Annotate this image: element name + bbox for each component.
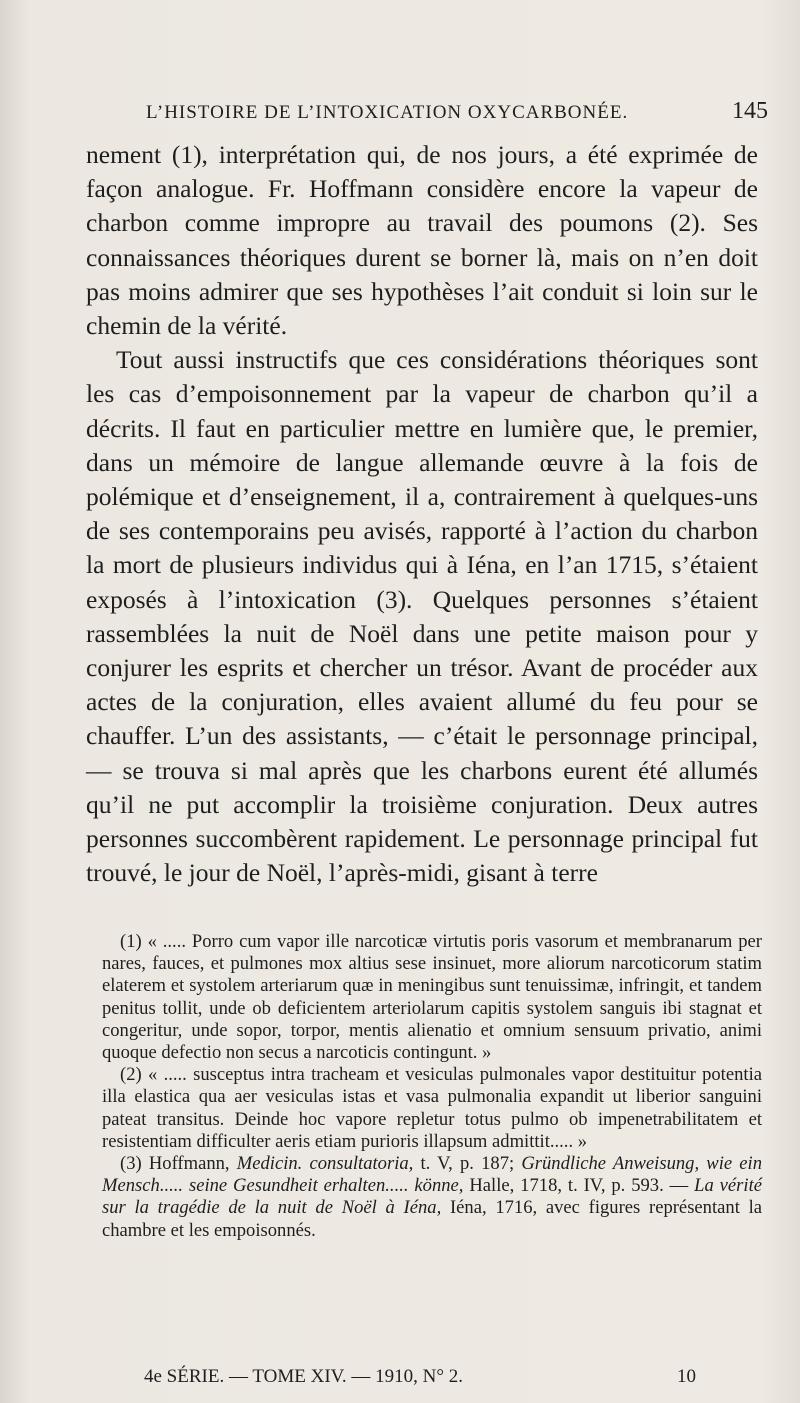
body-paragraph: nement (1), interprétation qui, de nos jours, a été exprimée de façon analogue. Fr. Hoffmann considère encore la vapeur de charbon comme impropre au travail des poumons (2). Ses connaissances théoriques durent se borner là, mais on n’en doit pas moins admirer que ses hypothèses l’ait conduit si loin sur le chemin de la vérité. [86,140,758,341]
footnote-3-title: Medicin. consultatoria, [236,1153,414,1175]
footnote-3-text: Iéna, 1716, avec figures représentant la chambre et les empoisonnés. [102,1197,762,1241]
footnote-3-title: Gründliche Anweisung, wie ein Mensch..... seine Gesundheit erhalten..... könne, [102,1153,762,1197]
body-text [86,138,758,890]
running-head [146,98,768,125]
body-paragraph: Tout aussi instructifs que ces considérations théoriques sont les cas d’empoisonnement par la vapeur de charbon qu’il a décrits. Il faut en particulier mettre en lumière que, le premier, dans un mémoire de langue allemande œuvre à la fois de polémique et d’enseignement, il a, contrairement à quelques-uns de ses contemporains peu avisés, rapporté à l’action du charbon la mort de plusieurs individus qui à Iéna, en l’an 1715, s’étaient exposés à l’intoxication (3). Quelques personnes s’étaient rassemblées la nuit de Noël dans une petite maison pour y conjurer les esprits et chercher un trésor. Avant de procéder aux actes de la conjuration, elles avaient allumé du feu pour se chauffer. L’un des assistants, — c’était le personnage principal, — se trouva si mal après que les charbons eurent été allumés qu’il ne put accomplir la troisième conjuration. Deux autres personnes succombèrent rapidement. Le personnage principal fut trouvé, le jour de Noël, l’après-midi, gisant à terre [86,345,758,888]
page-number: 145 [732,98,768,124]
footnote-2: (2) « ..... susceptus intra tracheam et vesiculas pulmonales vapor destituitur potentia illa elastica qua aer vesiculas istas et vasa pulmonalia expandit ut liberior sanguini pateat transitus. Deinde hoc vapore repletur totus pulmo ob impenetrabilitatem et resistentiam difficulter aeris etiam purioris illapsum admittit..... » [102,1064,762,1152]
footnote-1: (1) « ..... Porro cum vapor ille narcoticæ virtutis poris vasorum et membranarum per nares, fauces, et pulmones mox altius sese insinuet, more aliorum narcoticorum statim elaterem et systolem arteriarum quæ in meningibus sunt tenuissimæ, infringit, et tandem penitus tollit, unde ob deficientem arteriolarum capitis systolem sanguis ibi stagnat et congeritur, unde sopor, torpor, mentis alienatio et omnium sensuum privatio, animi quoque defectio non secus a narcoticis contingunt. » [102,931,762,1064]
footnotes [102,931,762,1242]
page-footer [144,1366,696,1388]
footnote-3-title: La vérité sur la tragédie de la nuit de Noël à Iéna, [102,1175,762,1219]
series-info: 4e SÉRIE. — TOME XIV. — 1910, N° 2. [144,1366,463,1387]
footnote-3-text: Halle, 1718, t. IV, p. 593. — [463,1175,695,1197]
footnote-3 [102,1153,762,1242]
footnote-3-text: t. V, p. 187; [413,1153,522,1175]
running-title: L’HISTOIRE DE L’INTOXICATION OXYCARBONÉE. [146,102,629,123]
signature-mark: 10 [677,1366,696,1387]
footnote-3-text: (3) Hoffmann, [120,1153,237,1175]
